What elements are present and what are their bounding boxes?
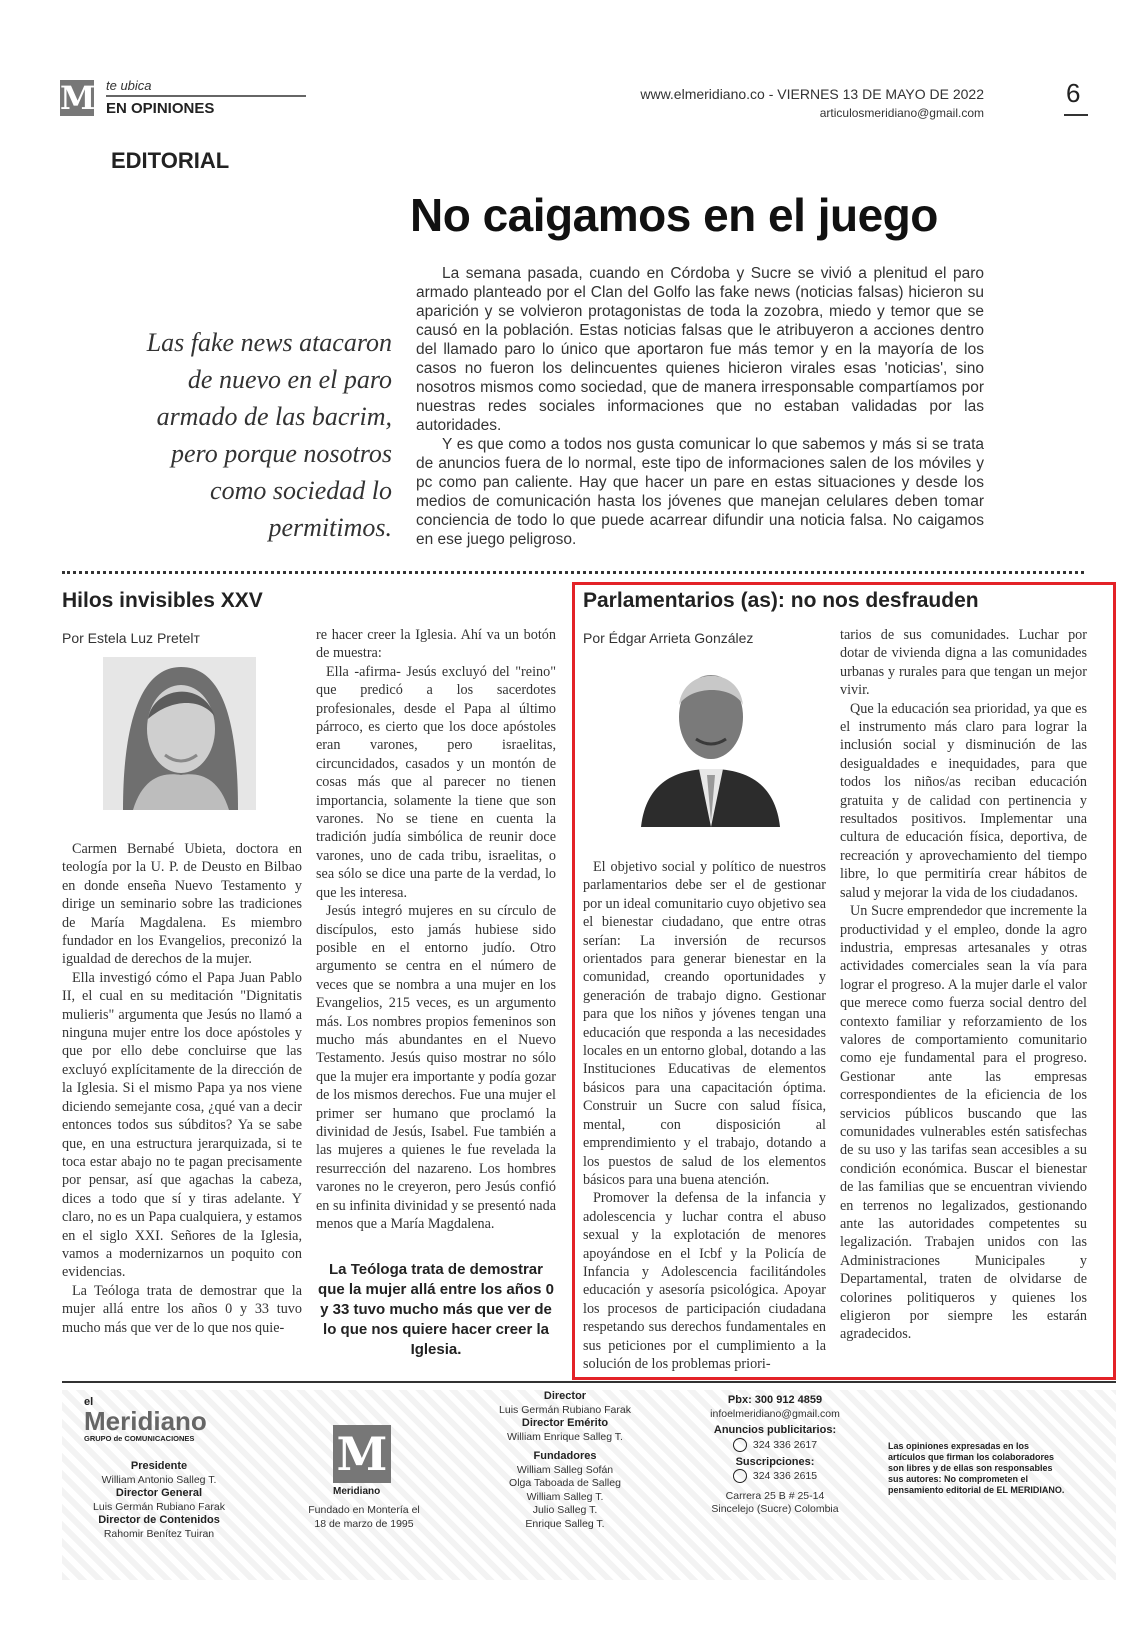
- subscriptions-label: Suscripciones:: [735, 1455, 815, 1468]
- staff-name: Luis Germán Rubiano Farak: [93, 1500, 225, 1513]
- tagline-divider: [106, 95, 306, 97]
- founder-name: Enrique Salleg T.: [525, 1517, 605, 1530]
- founder-name: Olga Taboada de Salleg: [509, 1477, 621, 1489]
- meridiano-logo: M: [60, 79, 96, 117]
- dateline: www.elmeridiano.co - VIERNES 13 DE MAYO DE 2022: [640, 86, 984, 102]
- founder-name: William Salleg T.: [526, 1490, 604, 1503]
- article-paragraph: Jesús integró mujeres en su círculo de discípulos, esto jamás hubiese sido posible en el entorno judío. Otro argumento se centra en el número de veces que se nombra a una mujer en los Evangelios, 215 veces, es un argumento más. Los nombres propios femeninos son mucho más abundantes en el Nuevo Testamento. Jesús quiso mostrar no sólo que la mujer era importante y podía gozar de los mismos derechos. Fue una mujer el primer ser humano que proclamó la divinidad de Jesús, Isabel. Fue también a las mujeres a quienes le fue revelada la resurrección del nazareno. Los hombres varones no le creyeron, pero Jesús confió en su infinita divinidad y se presentó nada menos que a María Magdalena.: [316, 903, 556, 1232]
- staff-role: Director de Contenidos: [98, 1514, 220, 1526]
- tagline-top: te ubica: [106, 78, 152, 93]
- founded-note: Fundado en Montería el 18 de marzo de 1995: [308, 1504, 420, 1530]
- article-title: Parlamentarios (as): no nos desfrauden: [583, 589, 979, 612]
- staff-role: Presidente: [130, 1460, 188, 1472]
- footer-contact: [690, 1394, 860, 1517]
- director-name: Luis Germán Rubiano Farak: [499, 1403, 631, 1416]
- article-paragraph: La Teóloga trata de demostrar que la mujer allá entre los años 0 y 33 tuvo mucho más que ver de lo que nos quie-: [62, 1282, 302, 1336]
- article-title: Hilos invisibles XXV: [62, 589, 263, 612]
- pull-quote: Las fake news atacaron de nuevo en el paro armado de las bacrim, pero porque nosotros como sociedad lo permitimos.: [146, 328, 392, 542]
- article-column: [583, 858, 826, 1373]
- author-portrait-image: [641, 657, 780, 827]
- staff-name: Rahomir Benítez Tuiran: [103, 1527, 215, 1540]
- article-paragraph: Promover la defensa de la infancia y adolescencia y luchar contra el abuso sexual y la explotación de menores apoyándose en el Icbf y la Policía de Infancia y Adolescencia facilitándoles educación y asesoría psicológica. Apoyar los procesos de participación ciudadana respetando sus derechos fundamentales en sus peticiones por el cumplimiento a la solución de los problemas priori-: [583, 1190, 826, 1372]
- footer-disclaimer: Las opiniones expresadas en los artículos que firman los colaboradores son libres y de ellas son responsables sus autores: No comprometen el pensamiento editorial de EL MERIDIANO.: [888, 1441, 1065, 1495]
- article-column: [840, 626, 1087, 1344]
- director-role: Director: [543, 1390, 587, 1402]
- article-paragraph: Ella investigó cómo el Papa Juan Pablo II, el cual en su meditación "Dignitatis mulieris" argumenta que Jesús no llamó a ninguna mujer entre los doce apóstoles y que por ello debe concluirse que las excluyó explícitamente de la dirección de la Iglesia. Si el mismo Papa ya nos viene diciendo semejante cosa, ¿qué van a decir entonces todos sus súbditos? Ya se sabe que, en una estructura jerarquizada, si te toca estar abajo no te pagan precisamente por pensar, así que agachas la cabeza, dices a todo que sí y tiras adelante. Y claro, no es un Papa cualquiera, y estamos en el siglo XXI. Señores de la Iglesia, vamos a modernizarnos un poquito con evidencias.: [62, 969, 302, 1281]
- center-logo-name: Meridiano: [333, 1486, 381, 1497]
- article-paragraph: Ella -afirma- Jesús excluyó del "reino" que predicó a los sacerdotes profesionales, desde el Papa al último párroco, es cierto que los doce apóstoles eran varones, pero israelitas, circuncidados, casados y un montón de cosas más que al parecer no tienen importancia, solamente la tiene que son varones. No se tiene en cuenta la tradición judía simbólica de reunir doce varones, uno de cada tribu, israelitas, o sea sólo se dice una parte de la verdad, lo que les interesa.: [316, 663, 556, 901]
- footer-city: Sincelejo (Sucre) Colombia: [711, 1503, 839, 1516]
- footer-address: Carrera 25 B # 25-14: [725, 1489, 825, 1502]
- article-column: [62, 840, 302, 1337]
- subscriptions-phone[interactable]: 324 336 2615: [752, 1470, 818, 1483]
- editorial-paragraph: Y es que como a todos nos gusta comunicar lo que sabemos y más si se trata de anuncios fuera de lo normal, este tipo de informaciones salen de los móviles y pc como pan caliente. Hay que hacer un pare en estas situaciones y desde los medios de comunicación hasta los jóvenes que manejan celulares deben tomar conciencia de todo lo que puede acarrear difundir una noticia falsa. No caigamos en ese juego peligroso.: [416, 436, 984, 548]
- article-column: [316, 626, 556, 1233]
- author-photo: [641, 657, 780, 827]
- brand-name: Meridiano: [84, 1406, 207, 1436]
- section-title: EDITORIAL: [111, 148, 230, 173]
- emeritus-name: William Enrique Salleg T.: [507, 1430, 623, 1443]
- ads-label: Anuncios publicitarios:: [713, 1424, 837, 1436]
- page-number-underline: [1064, 114, 1088, 116]
- founder-name: Julio Salleg T.: [532, 1504, 598, 1516]
- footer-rule: [62, 1381, 1116, 1383]
- whatsapp-icon: [733, 1469, 747, 1483]
- staff-role: Director General: [115, 1487, 203, 1499]
- staff-name: William Antonio Salleg T.: [101, 1473, 217, 1486]
- article-paragraph: Carmen Bernabé Ubieta, doctora en teología por la U. P. de Deusto en Bilbao en donde enseña Nuevo Testamento y dirige un seminario sobre las tradiciones de María Magdalena. Es miembro fundador en los Evangelios, preconizó la igualdad de derechos de la mujer.: [62, 841, 302, 968]
- emeritus-role: Director Emérito: [521, 1417, 609, 1429]
- contact-email[interactable]: articulosmeridiano@gmail.com: [819, 106, 984, 120]
- page-number: 6: [1066, 78, 1081, 108]
- brand-subtitle: GRUPO de COMUNICACIONES: [84, 1434, 195, 1443]
- author-portrait-image: [103, 657, 256, 810]
- center-logo: M: [333, 1425, 391, 1483]
- brand-prefix: el: [84, 1396, 94, 1408]
- editorial-headline: No caigamos en el juego: [410, 189, 938, 241]
- author-photo: [103, 657, 256, 810]
- article-paragraph: Que la educación sea prioridad, ya que es el instrumento más claro para lograr la inclusión social y disminución de las desigualdades e inequidades, para que todos los niños/as reciban educación gratuita y de calidad con pertinencia y resultados positivos. Implementar una cultura de educación física, deportiva, de recreación y aprovechamiento del tiempo libre, lo que permitiría crear hábitos de salud y mejorar la vida de los ciudadanos.: [840, 700, 1087, 901]
- section-tagline: EN OPINIONES: [106, 100, 215, 117]
- article-paragraph: El objetivo social y político de nuestros parlamentarios debe ser el de gestionar por un ideal comunitario cuyo objetivo sea el bienestar ciudadano, que entre otras serían: La inversión de recursos orientados para generar bienestar en la comunidad, creando oportunidades y generación de trabajo digno. Gestionar para que los niños y jóvenes tengan una educación que responda a las necesidades locales en un entorno global, dotando a las Instituciones Educativas de elementos básicos para una capacitación óptima. Construir un Sucre con salud física, mental, con disposición al emprendimiento y el trabajo, dotando a los puestos de salud de los elementos básicos para una buena atención.: [583, 859, 826, 1188]
- editorial-body: [416, 264, 984, 549]
- article-byline: Por Édgar Arrieta González: [583, 630, 754, 646]
- founders-role: Fundadores: [533, 1450, 597, 1462]
- footer-email[interactable]: infoelmeridiano@gmail.com: [710, 1407, 840, 1420]
- section-divider: [62, 571, 1084, 578]
- article-paragraph: Un Sucre emprendedor que incremente la productividad y el empleo, donde la agro industria, empresas artesanales y otras actividades comerciales sean la vía para lograr el progreso. A la mujer darle el valor que merece como fuerza social dentro del contexto familiar y reforzamiento de los valores de comportamiento comunitario como eje fundamental para el progreso. Gestionar ante las empresas correspondientes de la eficiencia de los servicios públicos buscando que las comunidades vulnerables estén satisfechas de su uso y las tarifas sean accesibles a su condición económica. Buscar el bienestar de las familias que se encuentran viviendo en terrenos no legalizados, gestionando ante las autoridades competentes su legalización. Trabajen unidos con las Administraciones Municipales y Departamental, traten de olvidarse de colorines politiqueros y quienes los eligieron por siempre les estarán agradecidos.: [840, 903, 1087, 1343]
- editorial-paragraph: La semana pasada, cuando en Córdoba y Sucre se vivió a plenitud el paro armado planteado por el Clan del Golfo las fake news (noticias falsas) hicieron su aparición y se volvieron protagonistas de toda la zozobra, miedo y temor que se causó en la población. Estas noticias falsas que le atribuyeron a acciones dentro del llamado paro lo único que aportaron fue más temor y en la mayoría de los casos no fueron los delincuentes quienes hicieron virales esas 'noticias', sino nosotros mismos como sociedad, que de manera irresponsable compartíamos por nuestras redes sociales informaciones que no estaban validadas por las autoridades.: [416, 265, 984, 434]
- article-paragraph: tarios de sus comunidades. Luchar por dotar de vivienda digna a las comunidades urbanas y rurales para que tengan un mejor vivir.: [840, 627, 1087, 699]
- ads-phone[interactable]: 324 336 2617: [752, 1438, 818, 1451]
- footer-directors: [490, 1390, 640, 1531]
- pbx-number: Pbx: 300 912 4859: [727, 1394, 823, 1406]
- footer-brand: [84, 1396, 207, 1443]
- whatsapp-icon: [733, 1438, 747, 1452]
- founder-name: William Salleg Sofán: [516, 1463, 614, 1476]
- article-callout: La Teóloga trata de demostrar que la mujer allá entre los años 0 y 33 tuvo mucho más que ver de lo que nos quiere hacer creer la Iglesia.: [318, 1261, 554, 1358]
- footer-staff-left: [74, 1460, 244, 1541]
- article-paragraph: re hacer creer la Iglesia. Ahí va un botón de muestra:: [316, 627, 556, 662]
- article-byline: Por Estela Luz Pretelт: [62, 630, 200, 646]
